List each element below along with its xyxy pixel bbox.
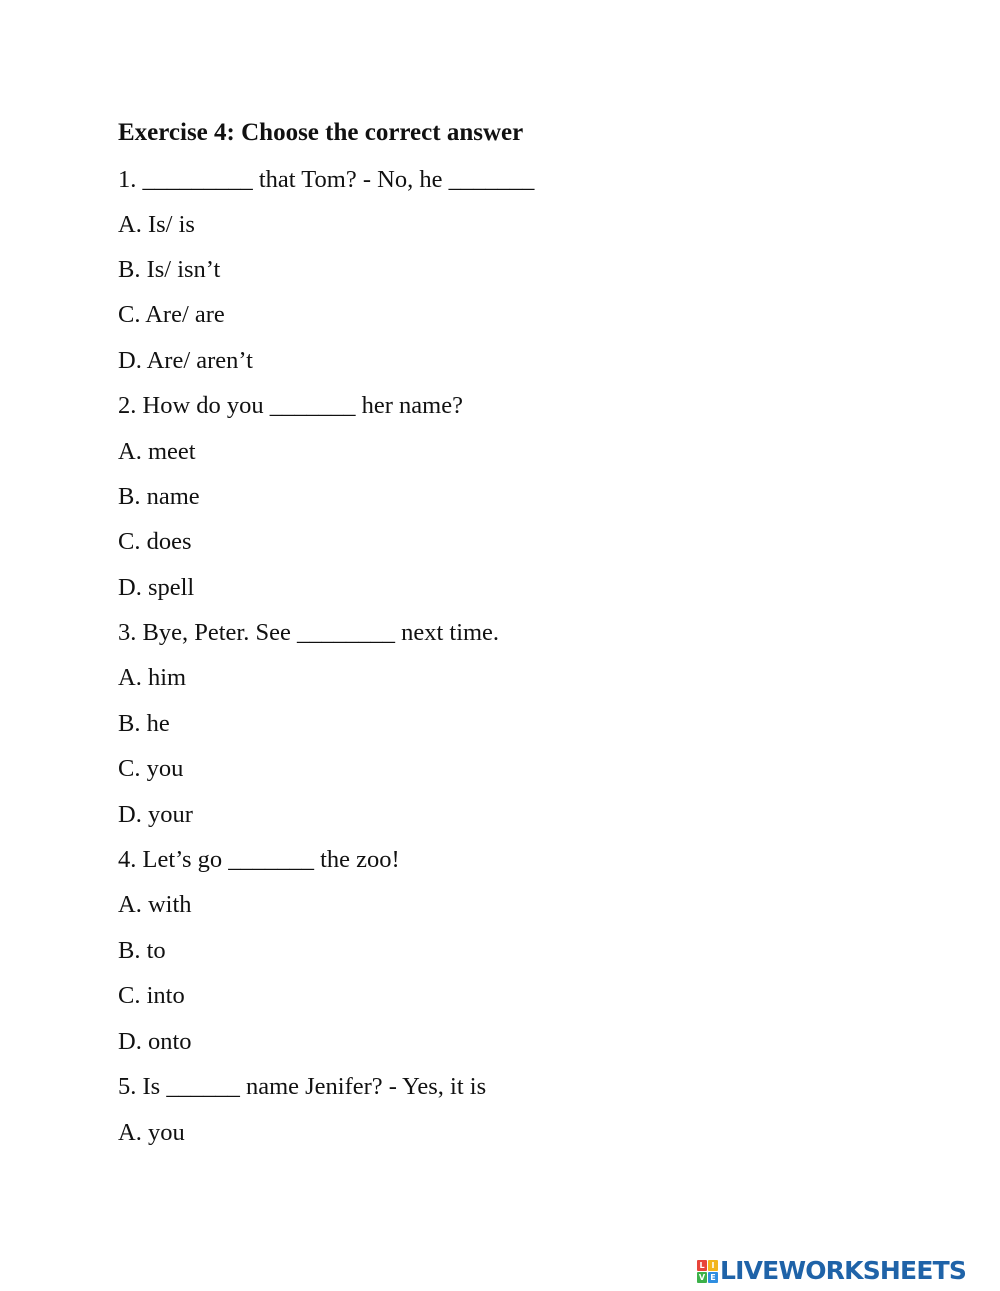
option-4a: A. with xyxy=(118,891,192,918)
option-4d: D. onto xyxy=(118,1028,192,1055)
exercise-title: Exercise 4: Choose the correct answer xyxy=(118,119,524,146)
option-2c: C. does xyxy=(118,528,192,555)
option-3b: B. he xyxy=(118,710,170,737)
liveworksheets-mark-icon xyxy=(697,1260,718,1283)
logo-letter-l: L xyxy=(697,1260,707,1271)
logo-letter-i: I xyxy=(708,1260,718,1271)
option-2a: A. meet xyxy=(118,438,196,465)
question-5: 5. Is ______ name Jenifer? - Yes, it is xyxy=(118,1073,487,1100)
option-1d: D. Are/ aren’t xyxy=(118,347,253,374)
option-4c: C. into xyxy=(118,982,185,1009)
liveworksheets-logo[interactable] xyxy=(697,1256,966,1286)
option-5a: A. you xyxy=(118,1119,185,1146)
option-4b: B. to xyxy=(118,937,166,964)
option-3c: C. you xyxy=(118,755,184,782)
question-1: 1. _________ that Tom? - No, he _______ xyxy=(118,166,535,193)
option-1b: B. Is/ isn’t xyxy=(118,256,221,283)
logo-letter-e: E xyxy=(708,1272,718,1283)
option-3d: D. your xyxy=(118,801,193,828)
logo-letter-v: V xyxy=(698,1272,706,1282)
logo-wordmark: LIVEWORKSHEETS xyxy=(720,1256,967,1285)
option-3a: A. him xyxy=(118,664,187,691)
option-2b: B. name xyxy=(118,483,200,510)
option-1c: C. Are/ are xyxy=(118,301,225,328)
question-2: 2. How do you _______ her name? xyxy=(118,392,463,419)
question-4: 4. Let’s go _______ the zoo! xyxy=(118,846,400,873)
option-2d: D. spell xyxy=(118,574,195,601)
question-3: 3. Bye, Peter. See ________ next time. xyxy=(118,619,500,646)
option-1a: A. Is/ is xyxy=(118,211,195,238)
